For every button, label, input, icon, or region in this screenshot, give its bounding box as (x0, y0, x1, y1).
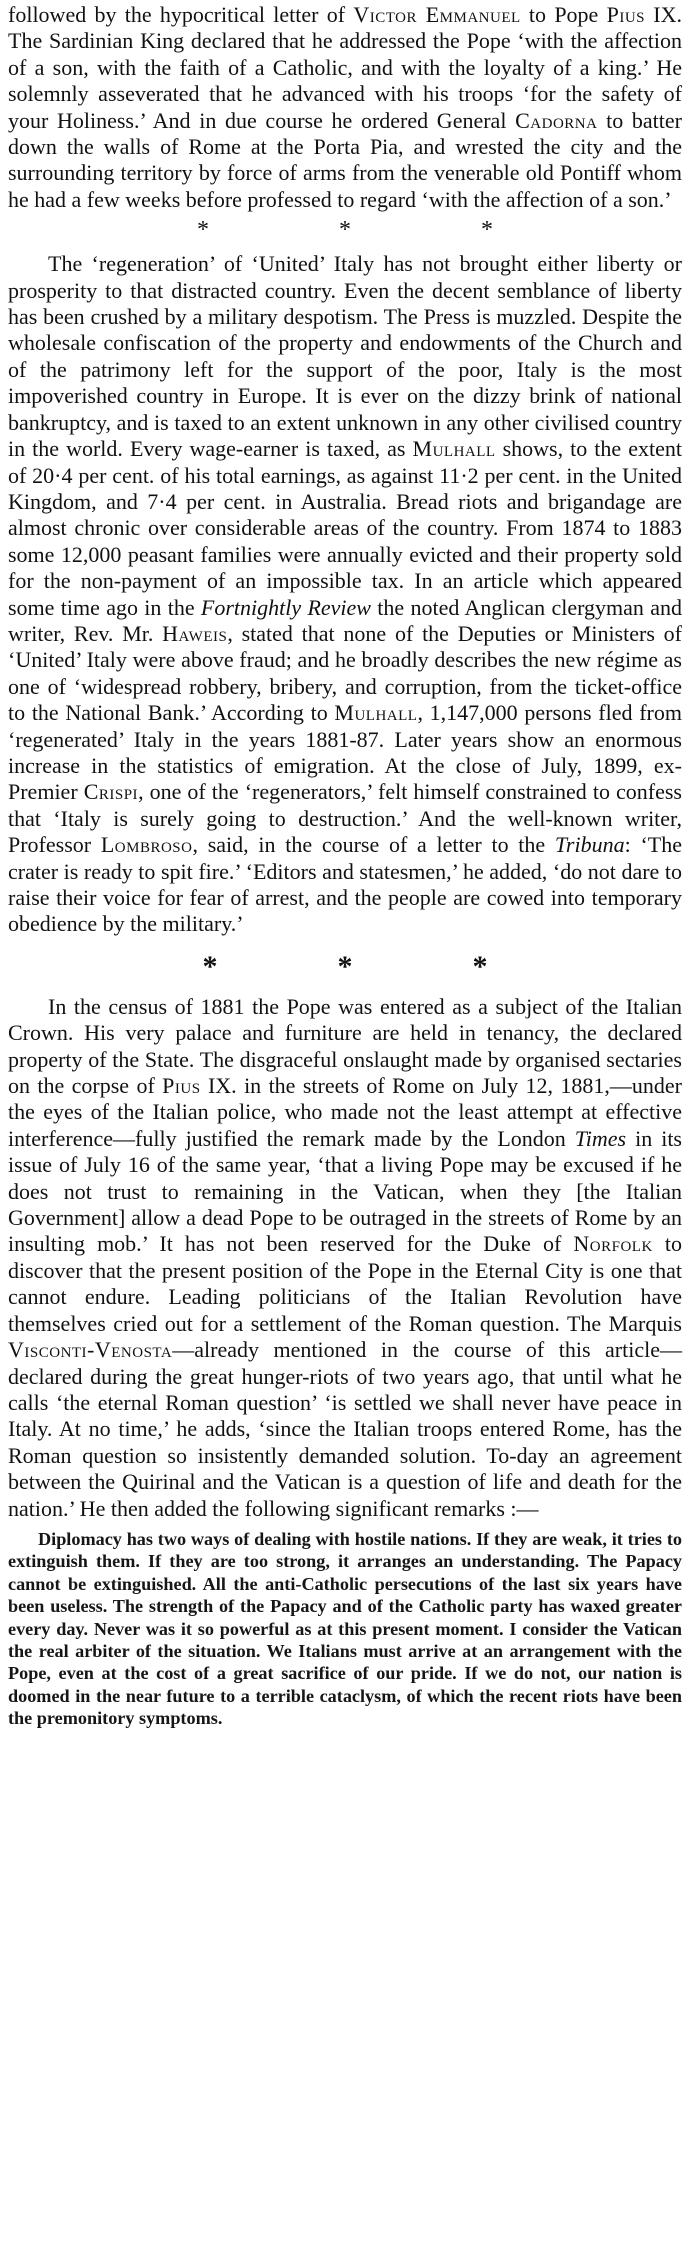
small-caps-name: Cadorna (515, 107, 598, 133)
text-run: , said, in the course of a letter to the (192, 832, 555, 858)
text-run: shows, to the extent of 20·4 per cent. of his total earnings, as against 11·2 per cent. in the United Kingdom, and 7·4 per cent. in Australia. Bread riots and brigandage are almost chronic over considerable areas of the country. From 1874 to 1883 some 12,000 peasant families were annually evicted and their property sold for the non-payment of an impossible tax. In an article which appeared some time ago in the (8, 436, 682, 620)
text-run: , one of the ‘regenerators,’ felt himself constrained to confess that ‘Italy is surely going to destruction.’ And the well-known writer, Professor (8, 779, 682, 858)
small-caps-name: Pius (606, 2, 645, 27)
small-caps-name: Mulhall (334, 700, 418, 726)
small-caps-name: Pius (162, 1073, 201, 1099)
section-separator-1 (8, 215, 682, 245)
italic-title: Tribuna (554, 832, 625, 858)
text-run: In the census of 1881 the Pope was entered as a subject of the Italian Crown. His very palace and furniture are held in tenancy, the declared property of the State. The disgraceful onslaught made by organised sectaries on the corpse of (8, 993, 682, 1099)
text-run: IX. in the streets of Rome on July 12, 1881,—under the eyes of the Italian police, who made not the least attempt at effective interference—fully justified the remark made by the London (8, 1073, 682, 1151)
text-run: IX. The Sardinian King declared that he addressed the Pope ‘with the affection of a son, with the faith of a Catholic, and with the loyalty of a king.’ He solemnly asseverated that he advanced with his troops ‘for the safety of your Holiness.’ And in due course he ordered General (8, 2, 682, 133)
small-caps-name: Crispi (83, 779, 139, 805)
separator-star: * (481, 217, 493, 244)
text-run: to batter down the walls of Rome at the Porta Pia, and wrested the city and the surrounding territory by force of arms from the venerable old Pontiff whom he had a few weeks before professed to regard ‘with the affection of a son.’ (8, 107, 682, 212)
small-caps-name: Norfolk (573, 1231, 653, 1257)
italic-title: Times (574, 1125, 627, 1151)
separator-star: * (472, 949, 488, 983)
small-caps-name: Visconti-Venosta (8, 1337, 173, 1363)
separator-star: * (197, 217, 209, 244)
section-separator-2 (8, 949, 682, 983)
text-run: followed by the hypocritical letter of (8, 2, 354, 27)
paragraph-1 (8, 2, 682, 213)
separator-star: * (202, 949, 218, 983)
text-run: , stated that none of the Deputies or Ministers of ‘United’ Italy were above fraud; and he broadly describes the new régime as one of ‘widespread robbery, bribery, and corruption, from the ticket-office to the National Bank.’ According to (8, 620, 682, 726)
text-run: : ‘The crater is ready to spit fire.’ ‘Editors and statesmen,’ he added, ‘do not dare to raise their voice for fear of arrest, and the people are cowed into temporary obedience by the military.’ (8, 832, 682, 937)
text-run: , 1,147,000 persons fled from ‘regenerated’ Italy in the years 1881-87. Later years show an enormous increase in the statistics of emigration. At the close of July, 1899, ex-Premier (8, 700, 682, 805)
text-run: to Pope (520, 2, 607, 27)
paragraph-2 (8, 251, 682, 938)
text-run: —already mentioned in the course of this article—declared during the great hunger-riots of two years ago, that until what he calls ‘the eternal Roman question’ ‘is settled we shall never have peace in Italy. At no time,’ he adds, ‘since the Italian troops entered Rome, has the Roman question so insistently demanded solution. To-day an agreement between the Quirinal and the Vatican is a question of life and death for the nation.’ He then added the following significant remarks :— (8, 1337, 682, 1521)
text-run: the noted Anglican clergyman and writer, Rev. Mr. (8, 594, 682, 646)
block-quote (8, 1528, 682, 1730)
text-run: The ‘regeneration’ of ‘United’ Italy has not brought either liberty or prosperity to that distracted country. Even the decent semblance of liberty has been crushed by a military despotism. The Press is muzzled. Despite the wholesale confiscation of the property and endowments of the Church and of the patrimony left for the support of the poor, Italy is the most impoverished country in Europe. It is ever on the dizzy brink of national bankruptcy, and is taxed to an extent unknown in any other civilised country in the world. Every wage-earner is taxed, as (8, 251, 682, 462)
small-caps-name: Lombroso (100, 832, 193, 858)
text-run: in its issue of July 16 of the same year, ‘that a living Pope may be excused if he does not trust to remaining in the Vatican, when they [the Italian Government] allow a dead Pope to be outraged in the streets of Rome by an insulting mob.’ It has not been reserved for the Duke of (8, 1125, 682, 1257)
italic-title: Fortnightly Review (200, 594, 371, 620)
small-caps-name: Mulhall (412, 436, 496, 462)
separator-star: * (339, 217, 351, 244)
small-caps-name: Victor Emmanuel (353, 2, 521, 27)
paragraph-3 (8, 994, 682, 1522)
separator-star: * (337, 949, 353, 983)
text-run: to discover that the present position of the Pope in the Eternal City is one that cannot endure. Leading politicians of the Italian Revolution have themselves cried out for a settlement of the Roman question. The Marquis (8, 1231, 682, 1336)
small-caps-name: Haweis (162, 620, 228, 646)
block-quote-text: Diplomacy has two ways of dealing with hostile nations. If they are weak, it tries to extinguish them. If they are too strong, it arranges an understanding. The Papacy cannot be extinguished. All the anti-Catholic persecutions of the last six years have been useless. The strength of the Papacy and of the Catholic party has waxed greater every day. Never was it so powerful as at this present moment. I consider the Vatican the real arbiter of the situation. We Italians must arrive at an arrangement with the Pope, even at the cost of a great sacrifice of our pride. If we do not, our nation is doomed in the near future to a terrible cataclysm, of which the recent riots have been the premonitory symptoms. (8, 1528, 682, 1729)
